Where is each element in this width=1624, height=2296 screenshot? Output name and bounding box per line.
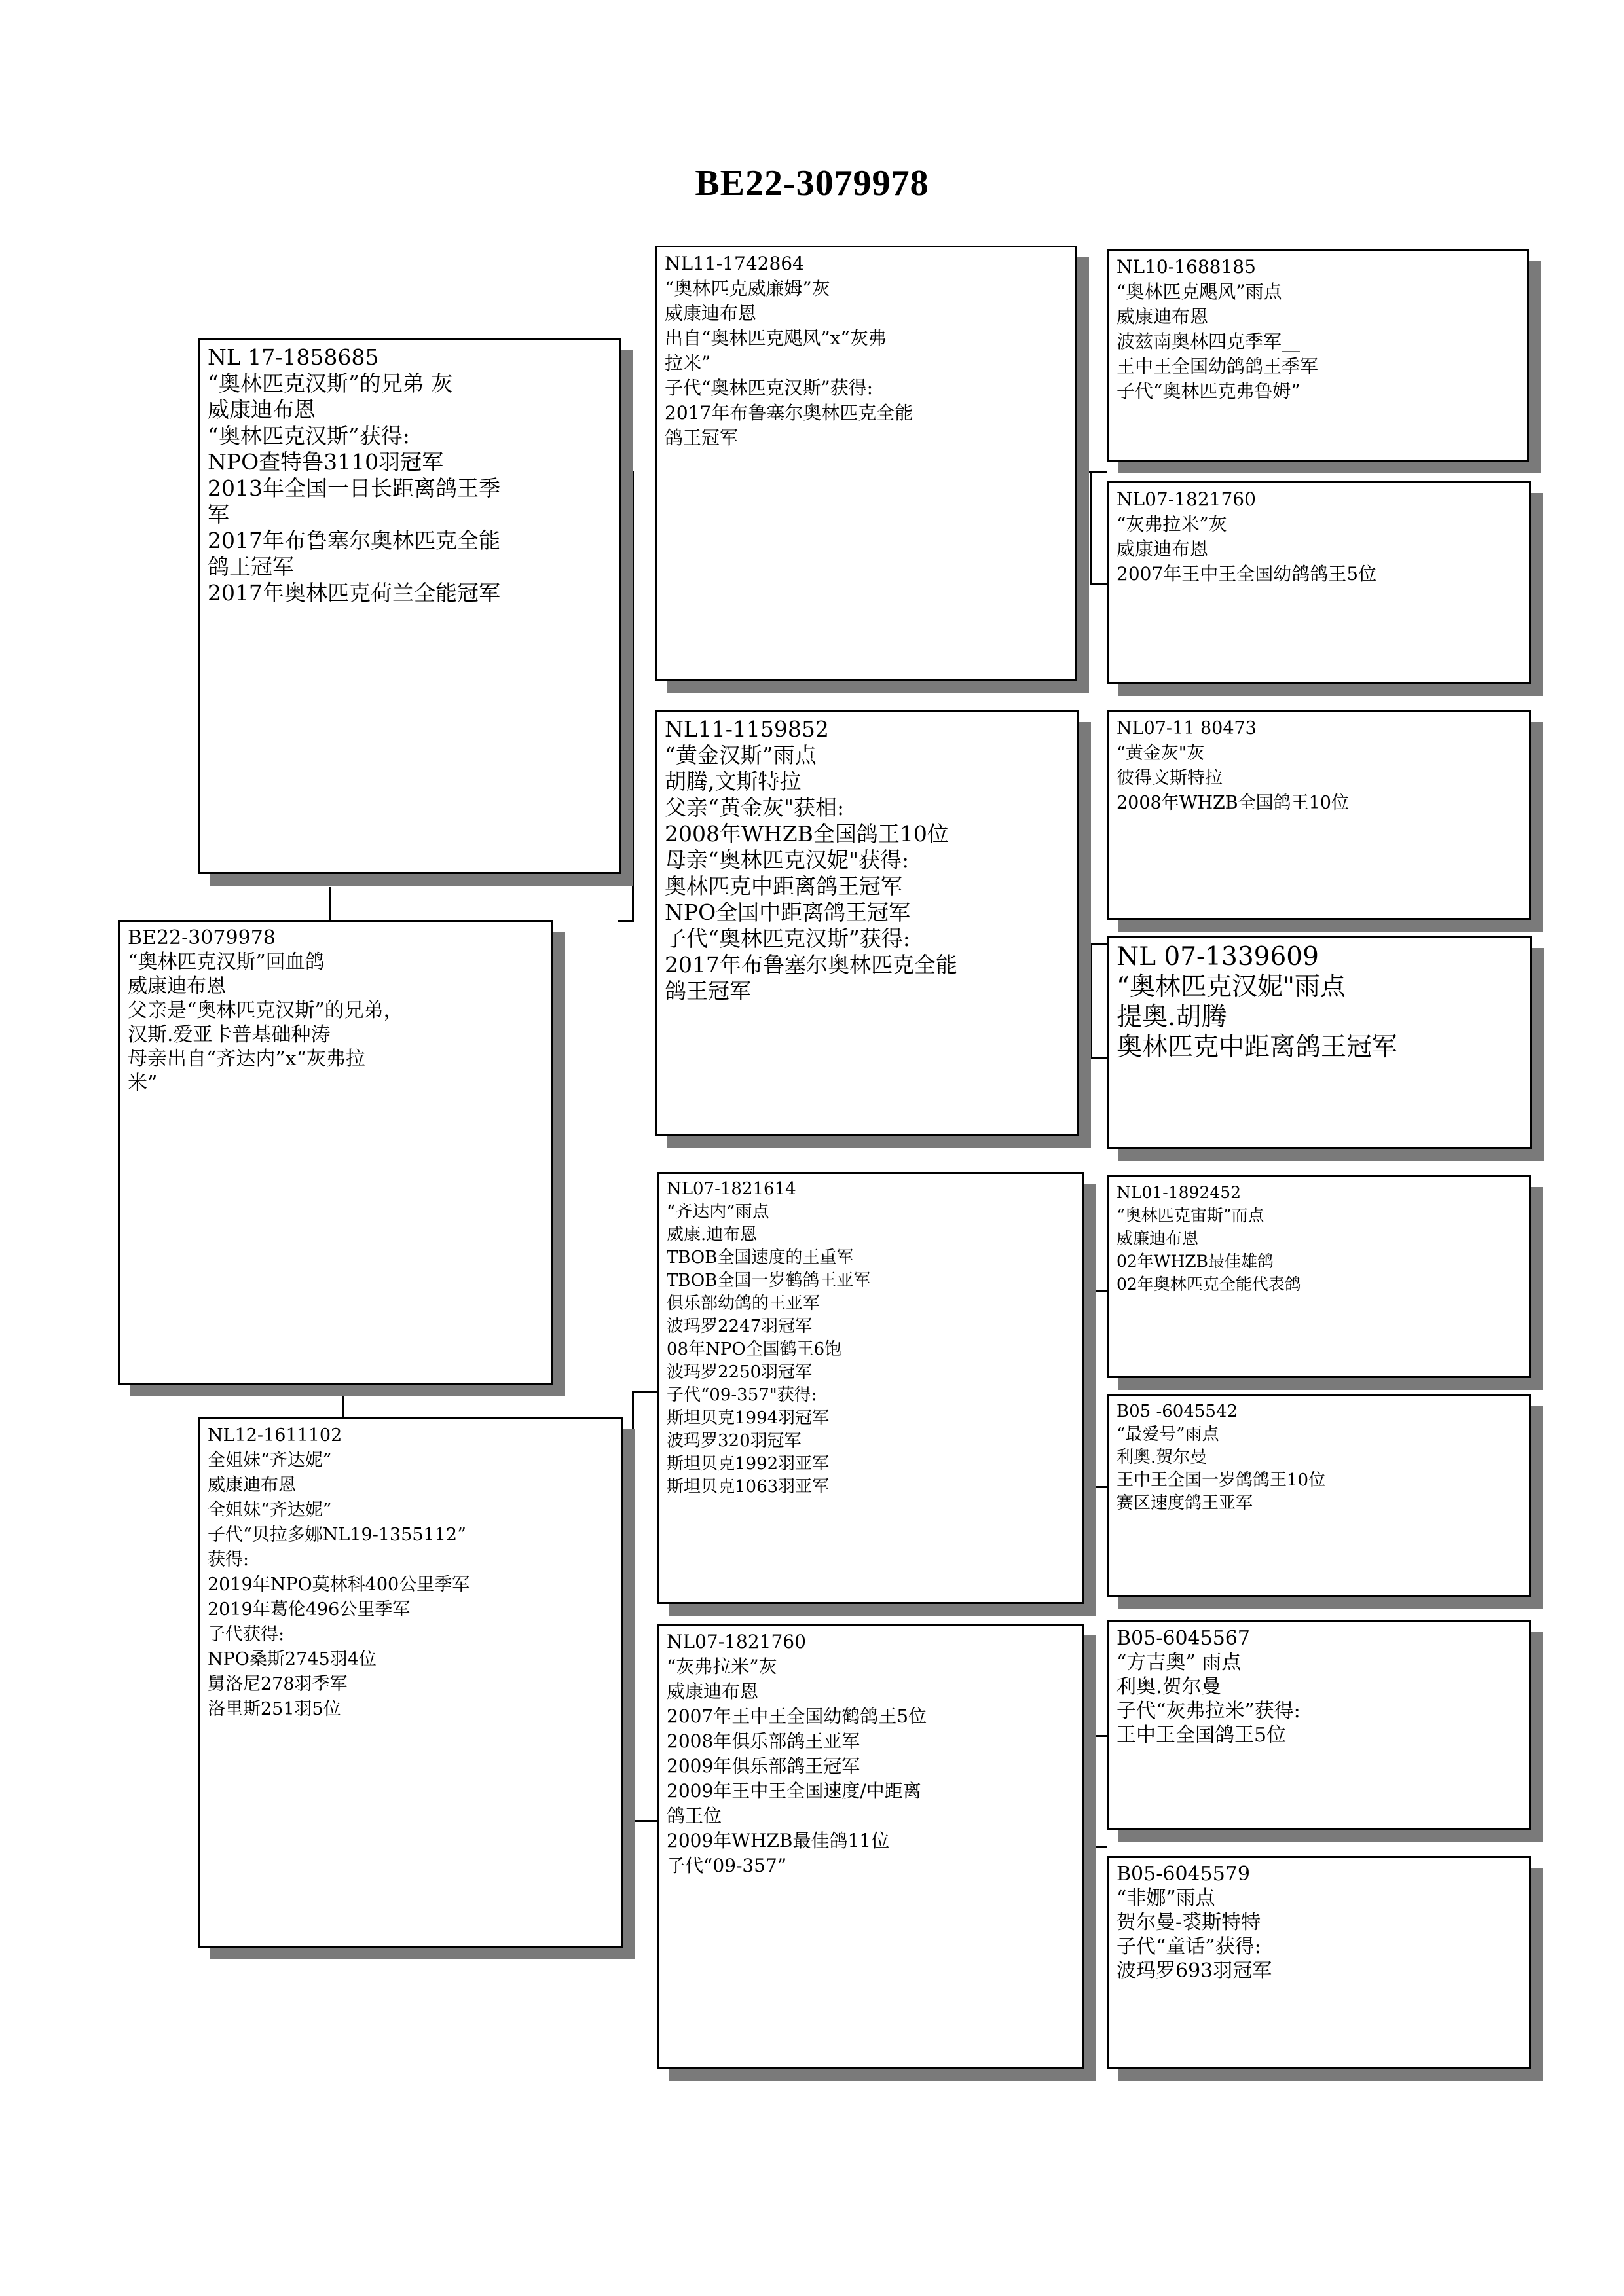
connector-line (632, 1820, 658, 1822)
box-line: 子代“奥林匹克汉斯”获得: (665, 926, 910, 951)
box-line: “灰弗拉米”灰 (667, 1656, 777, 1677)
box-line: 王中王全国幼鸽鸽王季军 (1116, 355, 1319, 377)
box-line: NL11-1159852 (665, 716, 829, 742)
box-line: 波兹南奥林四克季军__ (1116, 331, 1301, 352)
pedigree-box-sire (198, 338, 621, 874)
box-line: 子代“贝拉多娜NL19-1355112” (208, 1525, 466, 1545)
box-line: 威康.迪布恩 (667, 1225, 758, 1245)
box-line: NL12-1611102 (208, 1425, 342, 1446)
box-line: 2017年布鲁塞尔奥林匹克全能 (208, 528, 500, 553)
box-line: 米” (128, 1072, 158, 1095)
box-line: B05-6045567 (1116, 1627, 1250, 1650)
box-line: “奥林匹克汉斯”获得: (208, 423, 410, 448)
box-line: 2019年葛伦496公里季军 (208, 1599, 411, 1620)
box-line: 全姐妹“齐达妮” (208, 1450, 332, 1470)
box-line: NPO全国中距离鸽王冠军 (665, 900, 911, 925)
box-line: 拉米” (665, 352, 711, 374)
box-line: “齐达内”雨点 (667, 1202, 769, 1222)
connector-line (1090, 943, 1092, 1057)
connector-line (342, 1385, 344, 1417)
box-line: NL11-1742864 (665, 253, 804, 274)
box-line: 2009年王中王全国速度/中距离 (667, 1780, 921, 1802)
box-line: 威康迪布恩 (665, 302, 757, 324)
box-line: 子代“奥林匹克弗鲁姆” (1116, 380, 1301, 402)
box-line: 俱乐部幼鸽的王亚军 (667, 1294, 821, 1313)
box-line: NL07-1821760 (1116, 488, 1256, 510)
box-line: 鸽王冠军 (665, 978, 751, 1004)
box-line: 子代“灰弗拉米”获得: (1116, 1700, 1301, 1722)
box-line: “奥林匹克飓风”雨点 (1116, 281, 1282, 302)
box-line: B05-6045579 (1116, 1863, 1250, 1886)
box-line: NL01-1892452 (1116, 1183, 1242, 1202)
box-line: NPO桑斯2745羽4位 (208, 1649, 377, 1669)
box-line: 2009年WHZB最佳鸽11位 (667, 1830, 890, 1851)
box-line: “奥林匹克威廉姆”灰 (665, 278, 830, 299)
box-line: 2008年WHZB全国鸽王10位 (1116, 793, 1349, 813)
box-line: “灰弗拉米”灰 (1116, 513, 1227, 535)
pedigree-box-sss (1107, 249, 1529, 462)
box-line: 2007年王中王全国幼鹤鸽王5位 (667, 1705, 927, 1727)
box-line: NL 07-1339609 (1116, 942, 1319, 972)
box-line: 贺尔曼-裘斯特特 (1116, 1911, 1261, 1934)
box-line: 母亲出自“齐达内”x“灰弗拉 (128, 1048, 365, 1070)
box-line: “奥林匹克汉妮"雨点 (1116, 972, 1346, 1002)
box-line: 鸽王冠军 (665, 427, 739, 448)
box-line: 子代“09-357” (667, 1855, 787, 1876)
connector-line (1077, 943, 1107, 945)
box-line: 08年NPO全国鹤王6饱 (667, 1339, 842, 1359)
box-line: 子代“奥林匹克汉斯”获得: (665, 377, 874, 399)
box-line: BE22-3079978 (128, 926, 276, 949)
box-line: NPO查特鲁3110羽冠军 (208, 449, 444, 475)
connector-line (1090, 1486, 1107, 1488)
box-line: 2008年WHZB全国鸽王10位 (665, 821, 949, 847)
pedigree-box-dss (1107, 1175, 1531, 1378)
connector-line (618, 920, 634, 922)
pedigree-box-sire-sire (655, 246, 1077, 681)
box-line: 鸽王冠军 (208, 554, 294, 579)
box-line: 母亲“奥林匹克汉妮"获得: (665, 847, 910, 873)
connector-line (1090, 1290, 1107, 1292)
box-line: 子代获得: (208, 1624, 285, 1645)
connector-line (1090, 583, 1107, 585)
box-line: 2013年全国一日长距离鸽王季 (208, 475, 500, 501)
box-line: 威康迪布恩 (1116, 306, 1209, 327)
box-line: “最爱号”雨点 (1116, 1425, 1219, 1444)
box-line: 出自“奥林匹克飓风”x“灰弗 (665, 327, 887, 349)
box-line: NL07-1821614 (667, 1179, 796, 1199)
box-line: 王中王全国鸽王5位 (1116, 1724, 1287, 1747)
box-line: NL 17-1858685 (208, 344, 379, 370)
connector-line (632, 471, 634, 920)
box-line: 威廉迪布恩 (1116, 1229, 1199, 1248)
box-line: 威康迪布恩 (128, 975, 226, 998)
box-line: TBOB全国一岁鹤鸽王亚军 (667, 1271, 871, 1290)
box-line: B05 -6045542 (1116, 1402, 1238, 1421)
box-line: 波玛罗2247羽冠军 (667, 1317, 813, 1336)
connector-line (1090, 1846, 1107, 1848)
box-line: “奥林匹克汉斯”回血鸽 (128, 951, 325, 974)
box-line: 2017年布鲁塞尔奥林匹克全能 (665, 952, 957, 977)
box-line: 2019年NPO莫林科400公里季军 (208, 1575, 470, 1595)
box-line: 利奥.贺尔曼 (1116, 1448, 1208, 1467)
connector-line (1090, 1735, 1092, 1846)
connector-line (1077, 471, 1107, 473)
box-line: “奥林匹克汉斯”的兄弟 灰 (208, 371, 453, 396)
box-line: 利奥.贺尔曼 (1116, 1675, 1221, 1698)
connector-line (632, 1391, 634, 1820)
box-line: “非娜”雨点 (1116, 1887, 1215, 1910)
box-line: 2009年俱乐部鸽王冠军 (667, 1755, 860, 1777)
box-line: “黄金汉斯”雨点 (665, 742, 817, 768)
box-line: 获得: (208, 1550, 249, 1570)
box-line: 威康迪布恩 (667, 1681, 759, 1702)
pedigree-box-dam (198, 1417, 623, 1948)
box-line: 鸽王位 (667, 1805, 722, 1827)
box-line: 波玛罗2250羽冠军 (667, 1362, 813, 1382)
box-line: “黄金灰"灰 (1116, 743, 1205, 763)
box-line: 汉斯.爱亚卡普基础种涛 (128, 1023, 331, 1046)
box-line: 父亲是“奥林匹克汉斯”的兄弟， (128, 999, 403, 1022)
box-line: 子代“童话”获得: (1116, 1935, 1261, 1958)
box-line: “方吉奥” 雨点 (1116, 1651, 1242, 1674)
connector-line (1090, 1290, 1092, 1486)
box-line: 威康迪布恩 (208, 397, 316, 422)
box-line: 02年WHZB最佳雄鸽 (1116, 1252, 1274, 1271)
box-line: 斯坦贝克1063羽亚军 (667, 1477, 830, 1497)
connector-line (632, 1391, 658, 1393)
connector-line (329, 887, 331, 920)
box-line: 02年奥林匹克全能代表鸽 (1116, 1275, 1301, 1294)
box-line: 父亲“黄金灰"获相: (665, 795, 845, 820)
pedigree-box-sdd (1107, 936, 1532, 1149)
box-line: 波玛罗320羽冠军 (667, 1431, 802, 1451)
box-line: 彼得文斯特拉 (1116, 768, 1223, 788)
pedigree-title: BE22-3079978 (695, 163, 929, 204)
box-line: 全姐妹“齐达妮” (208, 1500, 332, 1520)
box-line: 2017年布鲁塞尔奥林匹克全能 (665, 402, 913, 424)
box-line: 2017年奥林匹克荷兰全能冠军 (208, 580, 500, 606)
box-line: TBOB全国速度的王重军 (667, 1248, 854, 1267)
pedigree-box-dam-dam (657, 1624, 1084, 2069)
box-line: 斯坦贝克1992羽亚军 (667, 1454, 830, 1474)
pedigree-box-ddd (1107, 1856, 1531, 2069)
box-line: 2008年俱乐部鸽王亚军 (667, 1730, 860, 1752)
box-line: 威康迪布恩 (1116, 538, 1209, 560)
box-line: 提奥.胡腾 (1116, 1002, 1227, 1032)
box-line: 军 (208, 501, 229, 527)
pedigree-box-dsd (1107, 1394, 1531, 1597)
box-line: 斯坦贝克1994羽冠军 (667, 1408, 830, 1428)
pedigree-box-ssd (1107, 481, 1531, 684)
pedigree-box-dam-sire (657, 1172, 1084, 1604)
pedigree-box-sire-dam (655, 710, 1079, 1136)
box-line: 赛区速度鸽王亚军 (1116, 1493, 1253, 1513)
box-line: 2007年王中王全国幼鸽鸽王5位 (1116, 563, 1377, 585)
box-line: 洛里斯251羽5位 (208, 1699, 341, 1719)
box-line: NL07-11 80473 (1116, 718, 1257, 738)
connector-line (1090, 471, 1092, 583)
box-line: NL07-1821760 (667, 1631, 806, 1652)
box-line: NL10-1688185 (1116, 256, 1256, 278)
box-line: “奥林匹克宙斯”而点 (1116, 1206, 1264, 1225)
pedigree-box-sds (1107, 710, 1531, 920)
box-line: 胡腾,文斯特拉 (665, 769, 802, 794)
pedigree-box-dds (1107, 1620, 1531, 1830)
box-line: 王中王全国一岁鸽鸽王10位 (1116, 1470, 1326, 1490)
box-line: 奥林匹克中距离鸽王冠军 (1116, 1032, 1398, 1062)
box-line: 波玛罗693羽冠军 (1116, 1959, 1272, 1982)
connector-line (1090, 1057, 1107, 1059)
box-line: 威康迪布恩 (208, 1475, 296, 1495)
pedigree-box-subject (118, 920, 553, 1385)
box-line: 奥林匹克中距离鸽王冠军 (665, 873, 902, 899)
box-line: 子代“09-357"获得: (667, 1385, 817, 1405)
connector-line (1080, 1735, 1107, 1737)
box-line: 舅洛尼278羽季军 (208, 1674, 348, 1694)
